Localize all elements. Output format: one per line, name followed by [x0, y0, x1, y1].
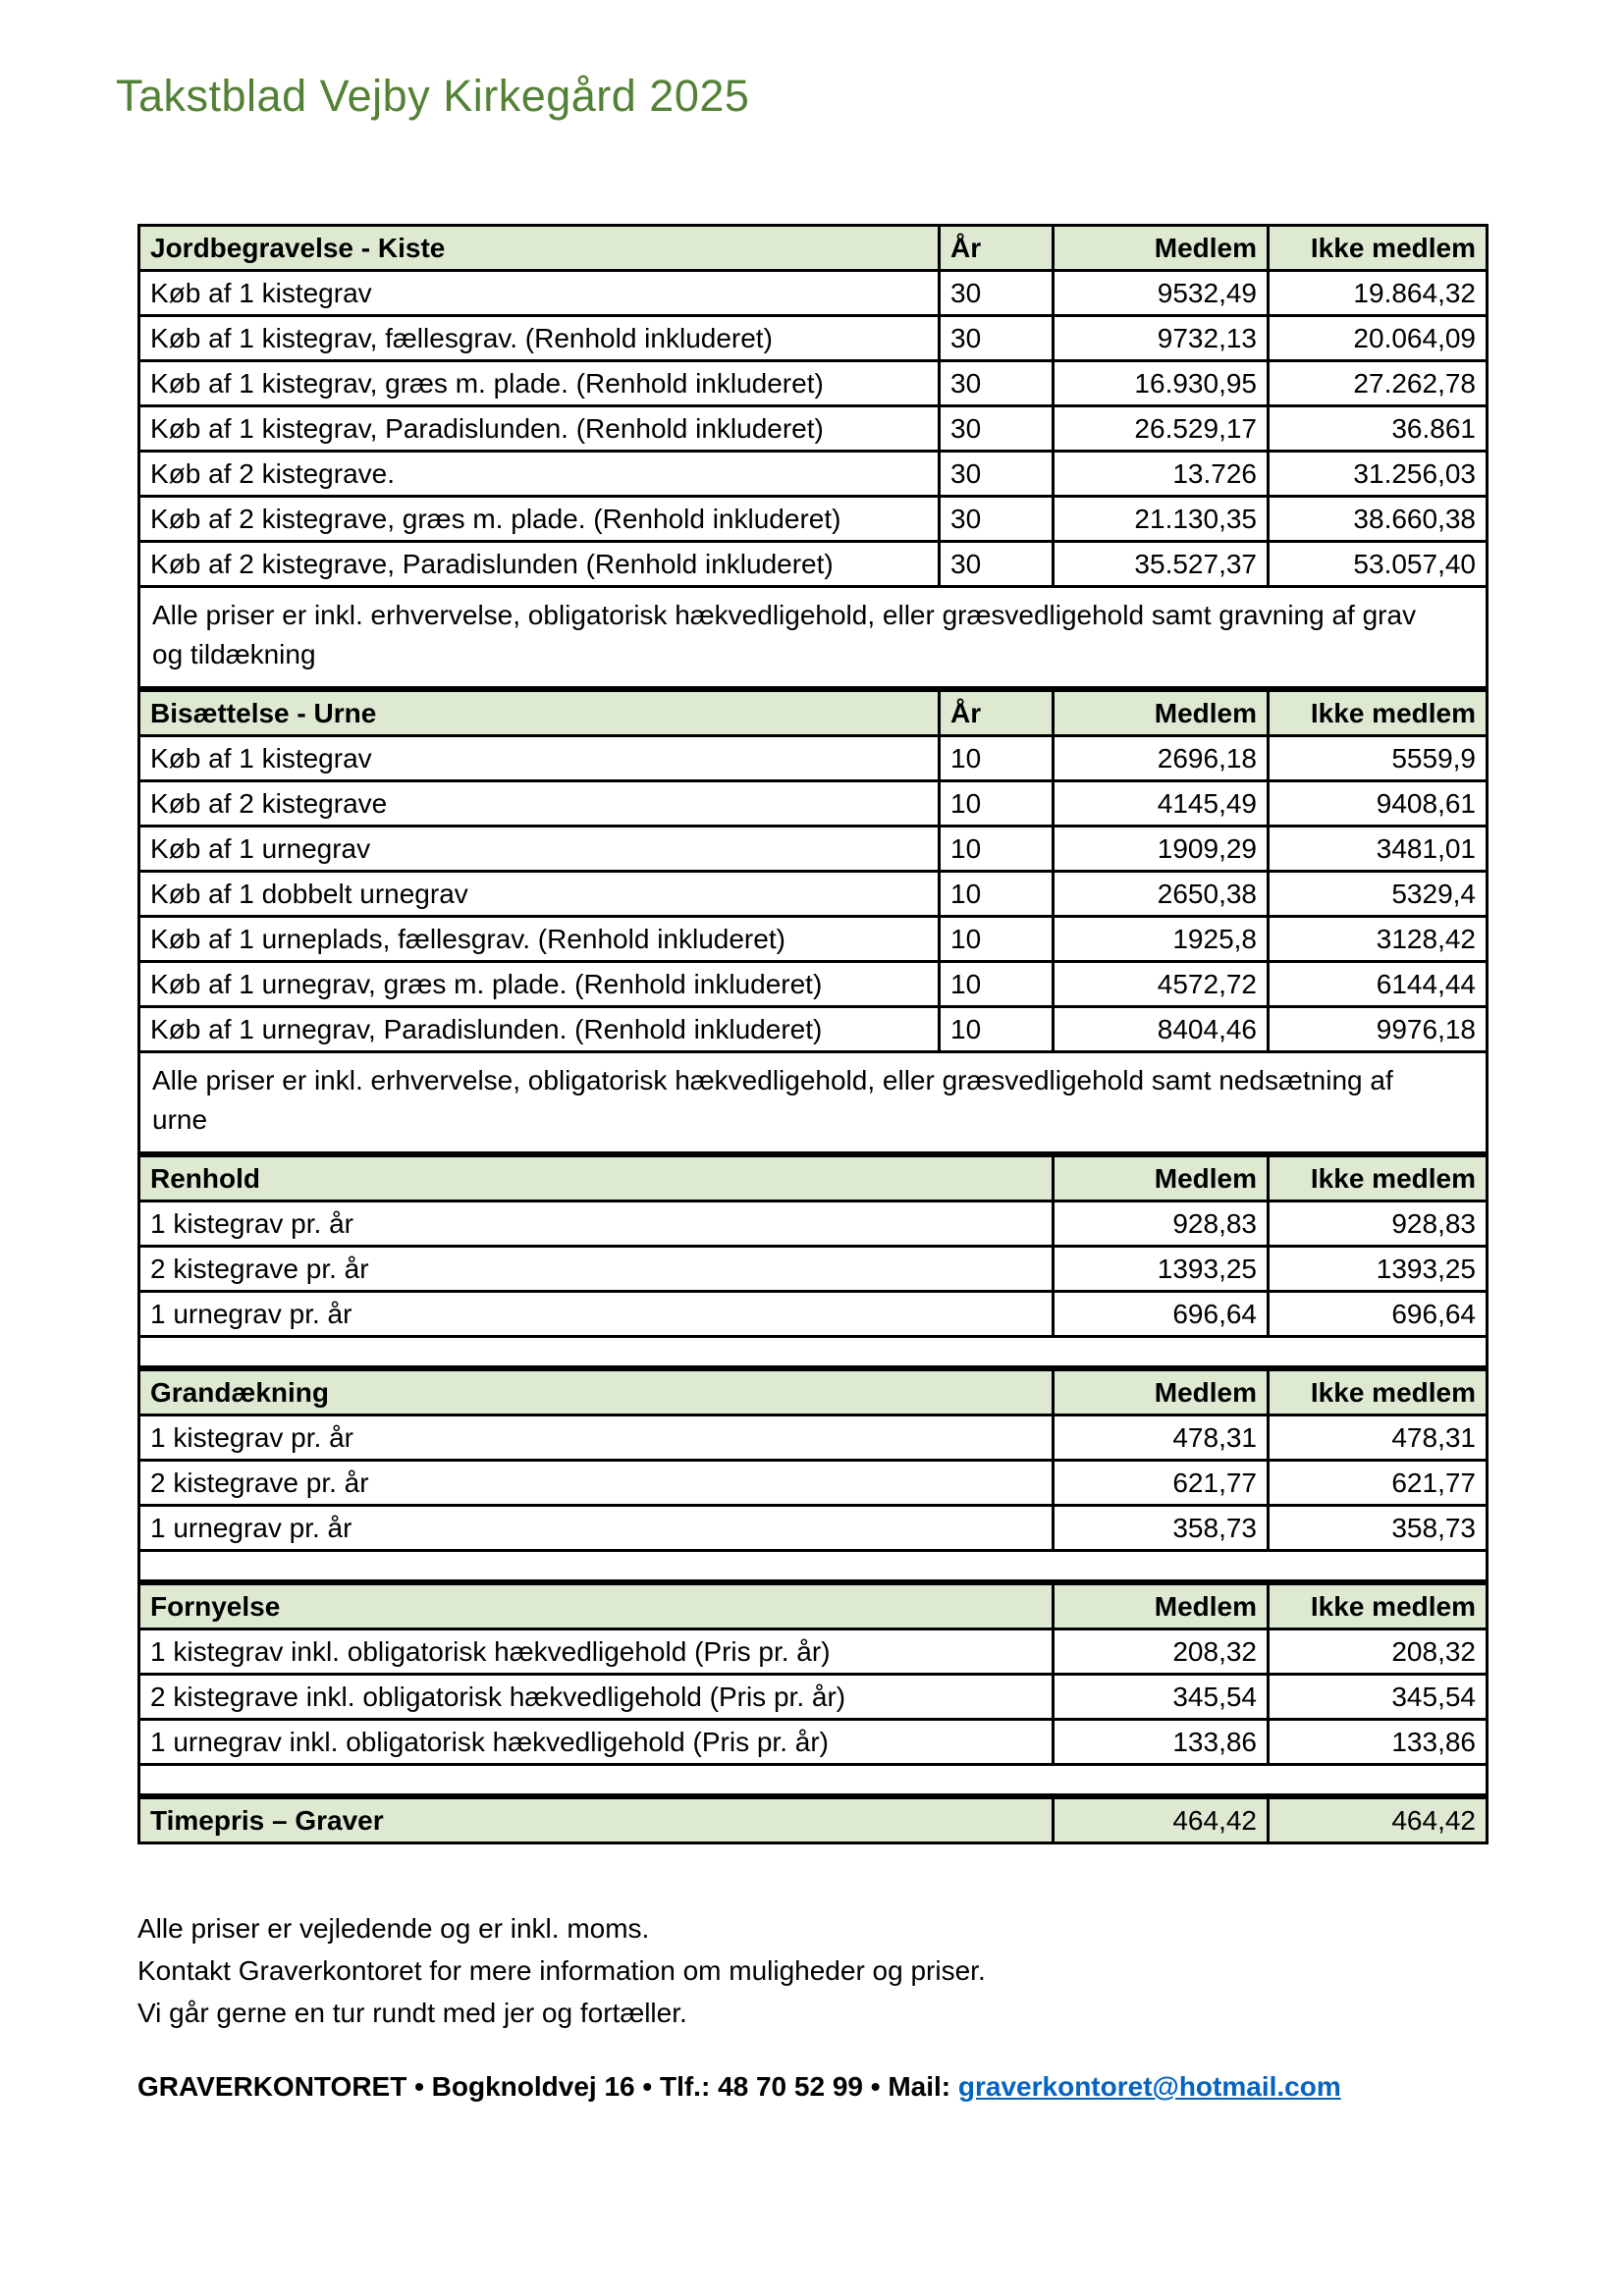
row-label-cell: 2 kistegrave pr. år [139, 1247, 1054, 1292]
member-price-cell: 345,54 [1054, 1675, 1269, 1720]
price-table-fornyelse [137, 1582, 1489, 1796]
table-row [139, 1506, 1488, 1551]
row-label-cell: Køb af 2 kistegrave [139, 781, 940, 827]
table-row [139, 1629, 1488, 1675]
row-label-cell: 1 kistegrav pr. år [139, 1415, 1054, 1461]
row-label-cell: 2 kistegrave inkl. obligatorisk hækvedligehold (Pris pr. år) [139, 1675, 1054, 1720]
table-row [139, 1247, 1488, 1292]
section-title-renhold: Renhold [139, 1156, 1054, 1201]
table-note: Alle priser er inkl. erhvervelse, obligatorisk hækvedligehold, eller græsvedligehold samt nedsætning af urne [139, 1052, 1488, 1153]
non-member-price-cell: 9408,61 [1269, 781, 1488, 827]
year-cell: 10 [940, 962, 1054, 1007]
year-cell: 30 [940, 316, 1054, 361]
table-row [139, 1461, 1488, 1506]
price-table-bisaettelse [137, 689, 1489, 1154]
year-cell: 10 [940, 872, 1054, 917]
table-header-row [139, 1370, 1488, 1415]
non-member-price-cell: 345,54 [1269, 1675, 1488, 1720]
column-header-non-member: Ikke medlem [1269, 1156, 1488, 1201]
table-row [139, 316, 1488, 361]
column-header-member: Medlem [1054, 1156, 1269, 1201]
row-label-cell: Køb af 1 kistegrav [139, 736, 940, 781]
price-table-timepris [137, 1796, 1489, 1844]
row-label-cell: Køb af 1 urneplads, fællesgrav. (Renhold inkluderet) [139, 917, 940, 962]
row-label-cell: 1 urnegrav pr. år [139, 1292, 1054, 1337]
page-title: Takstblad Vejby Kirkegård 2025 [116, 71, 750, 121]
section-title-jordbegravelse: Jordbegravelse - Kiste [139, 226, 940, 271]
non-member-price-cell: 31.256,03 [1269, 452, 1488, 497]
member-price-cell: 358,73 [1054, 1506, 1269, 1551]
column-header-member: Medlem [1054, 1584, 1269, 1629]
member-price-cell: 208,32 [1054, 1629, 1269, 1675]
non-member-price-cell: 1393,25 [1269, 1247, 1488, 1292]
table-row [139, 827, 1488, 872]
member-price-cell: 2696,18 [1054, 736, 1269, 781]
member-price-cell: 4572,72 [1054, 962, 1269, 1007]
table-row [139, 271, 1488, 316]
non-member-price-cell: 53.057,40 [1269, 542, 1488, 587]
footer-line-tur: Vi går gerne en tur rundt med jer og fortæller. [137, 1998, 687, 2028]
table-row [139, 361, 1488, 406]
table-row [139, 1720, 1488, 1765]
member-price-cell: 2650,38 [1054, 872, 1269, 917]
year-cell: 30 [940, 361, 1054, 406]
member-price-cell: 21.130,35 [1054, 497, 1269, 542]
non-member-price-cell: 19.864,32 [1269, 271, 1488, 316]
non-member-price-cell: 928,83 [1269, 1201, 1488, 1247]
row-label-cell: 1 urnegrav pr. år [139, 1506, 1054, 1551]
table-row [139, 452, 1488, 497]
section-title-grandaekning: Grandækning [139, 1370, 1054, 1415]
non-member-price-cell: 6144,44 [1269, 962, 1488, 1007]
row-label-cell: Køb af 1 kistegrav, Paradislunden. (Renhold inkluderet) [139, 406, 940, 452]
footer-line-kontakt: Kontakt Graverkontoret for mere information om muligheder og priser. [137, 1955, 986, 1986]
table-row [139, 1007, 1488, 1052]
member-price-cell: 928,83 [1054, 1201, 1269, 1247]
member-price-cell: 1925,8 [1054, 917, 1269, 962]
table-row [139, 962, 1488, 1007]
member-price-cell: 13.726 [1054, 452, 1269, 497]
price-table-grandaekning [137, 1368, 1489, 1582]
table-header-row [139, 691, 1488, 736]
table-row [139, 736, 1488, 781]
non-member-price-cell: 621,77 [1269, 1461, 1488, 1506]
column-header-member: Medlem [1054, 1370, 1269, 1415]
column-header-non-member: Ikke medlem [1269, 226, 1488, 271]
member-price-cell: 4145,49 [1054, 781, 1269, 827]
empty-cell [139, 1765, 1488, 1795]
row-label-cell: 1 kistegrav pr. år [139, 1201, 1054, 1247]
footer-line-moms: Alle priser er vejledende og er inkl. moms. [137, 1913, 650, 1944]
non-member-price-cell: 208,32 [1269, 1629, 1488, 1675]
column-header-member: Medlem [1054, 226, 1269, 271]
table-row [139, 1415, 1488, 1461]
table-row [139, 1292, 1488, 1337]
non-member-price-cell: 3481,01 [1269, 827, 1488, 872]
table-row [139, 1201, 1488, 1247]
table-header-row [139, 1584, 1488, 1629]
member-price-cell: 26.529,17 [1054, 406, 1269, 452]
member-price-cell: 9732,13 [1054, 316, 1269, 361]
member-price-cell: 8404,46 [1054, 1007, 1269, 1052]
year-cell: 30 [940, 271, 1054, 316]
contact-text: GRAVERKONTORET • Bogknoldvej 16 • Tlf.: 48 70 52 99 • Mail: [137, 2071, 958, 2102]
member-price-cell: 133,86 [1054, 1720, 1269, 1765]
section-title-bisaettelse: Bisættelse - Urne [139, 691, 940, 736]
non-member-price-cell: 27.262,78 [1269, 361, 1488, 406]
table-row [139, 781, 1488, 827]
contact-line [137, 2071, 1486, 2103]
spacer-row [139, 1765, 1488, 1795]
member-price-cell: 478,31 [1054, 1415, 1269, 1461]
note-row [139, 1052, 1488, 1153]
footer-notes [137, 1907, 1486, 2034]
spacer-row [139, 1551, 1488, 1581]
non-member-price-cell: 3128,42 [1269, 917, 1488, 962]
member-price-cell: 16.930,95 [1054, 361, 1269, 406]
member-price-cell: 1909,29 [1054, 827, 1269, 872]
non-member-price-cell: 9976,18 [1269, 1007, 1488, 1052]
row-label-cell: Køb af 1 urnegrav [139, 827, 940, 872]
member-price-cell: 35.527,37 [1054, 542, 1269, 587]
empty-cell [139, 1551, 1488, 1581]
year-cell: 10 [940, 1007, 1054, 1052]
column-header-year: År [940, 226, 1054, 271]
note-row [139, 587, 1488, 688]
table-row [139, 406, 1488, 452]
member-price-cell: 621,77 [1054, 1461, 1269, 1506]
column-header-member: Medlem [1054, 691, 1269, 736]
year-cell: 10 [940, 736, 1054, 781]
row-label-cell: Køb af 2 kistegrave, græs m. plade. (Renhold inkluderet) [139, 497, 940, 542]
column-header-year: År [940, 691, 1054, 736]
year-cell: 30 [940, 452, 1054, 497]
table-header-row [139, 1156, 1488, 1201]
row-label-cell: Køb af 2 kistegrave. [139, 452, 940, 497]
email-link[interactable]: graverkontoret@hotmail.com [957, 2071, 1341, 2102]
price-table-renhold [137, 1154, 1489, 1368]
non-member-price-cell: 5329,4 [1269, 872, 1488, 917]
section-title-timepris: Timepris – Graver [139, 1798, 1054, 1843]
row-label-cell: Køb af 1 kistegrav [139, 271, 940, 316]
column-header-non-member: Ikke medlem [1269, 1370, 1488, 1415]
table-row [139, 872, 1488, 917]
non-member-price-cell: 38.660,38 [1269, 497, 1488, 542]
spacer-row [139, 1337, 1488, 1367]
non-member-price-cell: 696,64 [1269, 1292, 1488, 1337]
table-row [139, 542, 1488, 587]
year-cell: 30 [940, 542, 1054, 587]
section-title-fornyelse: Fornyelse [139, 1584, 1054, 1629]
year-cell: 10 [940, 827, 1054, 872]
timepris-row [139, 1798, 1488, 1843]
non-member-price-cell: 36.861 [1269, 406, 1488, 452]
member-price-cell: 464,42 [1054, 1798, 1269, 1843]
table-row [139, 497, 1488, 542]
year-cell: 30 [940, 497, 1054, 542]
table-row [139, 1675, 1488, 1720]
row-label-cell: Køb af 1 kistegrav, græs m. plade. (Renhold inkluderet) [139, 361, 940, 406]
table-row [139, 917, 1488, 962]
row-label-cell: 1 urnegrav inkl. obligatorisk hækvedligehold (Pris pr. år) [139, 1720, 1054, 1765]
column-header-non-member: Ikke medlem [1269, 691, 1488, 736]
year-cell: 10 [940, 917, 1054, 962]
member-price-cell: 9532,49 [1054, 271, 1269, 316]
column-header-non-member: Ikke medlem [1269, 1584, 1488, 1629]
non-member-price-cell: 358,73 [1269, 1506, 1488, 1551]
price-table-jordbegravelse [137, 224, 1489, 689]
table-header-row [139, 226, 1488, 271]
row-label-cell: Køb af 1 dobbelt urnegrav [139, 872, 940, 917]
non-member-price-cell: 5559,9 [1269, 736, 1488, 781]
row-label-cell: Køb af 1 kistegrav, fællesgrav. (Renhold inkluderet) [139, 316, 940, 361]
row-label-cell: Køb af 2 kistegrave, Paradislunden (Renhold inkluderet) [139, 542, 940, 587]
non-member-price-cell: 478,31 [1269, 1415, 1488, 1461]
non-member-price-cell: 464,42 [1269, 1798, 1488, 1843]
non-member-price-cell: 133,86 [1269, 1720, 1488, 1765]
table-note: Alle priser er inkl. erhvervelse, obligatorisk hækvedligehold, eller græsvedligehold samt gravning af grav og tildækning [139, 587, 1488, 688]
member-price-cell: 1393,25 [1054, 1247, 1269, 1292]
row-label-cell: Køb af 1 urnegrav, Paradislunden. (Renhold inkluderet) [139, 1007, 940, 1052]
empty-cell [139, 1337, 1488, 1367]
non-member-price-cell: 20.064,09 [1269, 316, 1488, 361]
year-cell: 30 [940, 406, 1054, 452]
year-cell: 10 [940, 781, 1054, 827]
member-price-cell: 696,64 [1054, 1292, 1269, 1337]
price-sheet [137, 224, 1486, 2130]
row-label-cell: 1 kistegrav inkl. obligatorisk hækvedligehold (Pris pr. år) [139, 1629, 1054, 1675]
row-label-cell: 2 kistegrave pr. år [139, 1461, 1054, 1506]
row-label-cell: Køb af 1 urnegrav, græs m. plade. (Renhold inkluderet) [139, 962, 940, 1007]
